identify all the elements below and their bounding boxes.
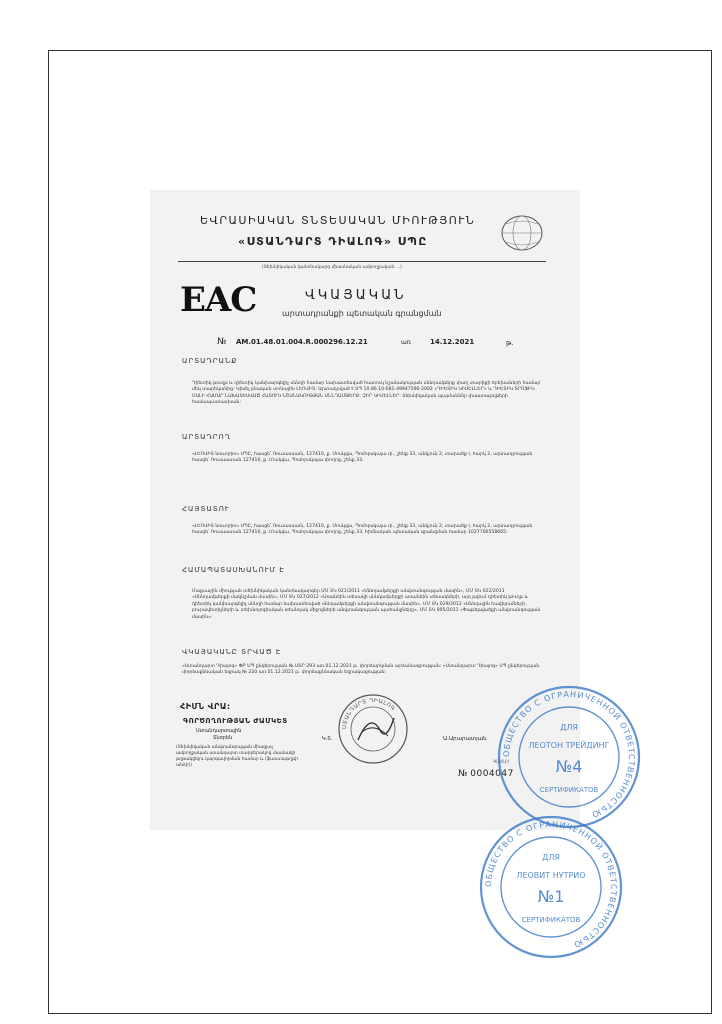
section-compliance-text: Մաքսային միության տեխնիկական կանոնակարգեր ՄՄ ՏԿ 021/2011 «Սննդամթերքի անվտանգության մասին», ՄՄ ՏԿ 022/2011 «Սննդամթերքի մակնշման մասին», ՄՄ ՏԿ 027/2012 «Առանձին տեսակի սննդամթերքի առանձին տեսակների, այդ թվում դիետիկ թուղթ և դիետիկ կանխարգելիչ սննդի համար նախատեսված սննդամթերքի անվտանգության մասին», ՄՄ ՏԿ 029/2012 «Սննդային հավելումների, բուրավետիչների և տեխնոլոգիական օժանդակ միջոցների անվտանգության պահանջները», ՄՄ ՏԿ 005/2011 «Փաթեթվածքի անվտանգության մասին»: <box>192 589 541 620</box>
org-title: ԵՎՐԱՍԻԱԿԱՆ ՏՆՏԵՍԱԿԱՆ ՄԻՈՒԹՅՈՒՆ <box>200 214 476 227</box>
section-product-text: Դիետիկ թուղթ և դիետիկ կանխարգելիչ սննդի համար նախատեսված հատուկ նշանակության սննդամթերք փաղ տարիքի երեխաների համար՝ մեկ տարեկանից: Կիսել բնական տոնային ԼԵՈՎԻՏ: Արտադրված է ՏՊ 10.86.10-081-49947596-2002 «ԴԻԵՏԻԿ ԿԻՍԵԼՆԵՐ» և ԴԻԵՏԻԿ ՏՐՈՖԻԿ ՄԱԼԻ ՀԱՄԱՐ ՆԱԽԱՏԵՍՎԱԾ ՀԱՏՈՒԿ ՆՇԱՆԱԿՈՒԹՅԱՆ ՍՆՆԴԱՄԹԵՐՔ: ԶԻՐ ԿԻՍԵԼՆԵՐ: Տեխնիկական պայմաններ փաստաթղթերի համապատասխան: <box>192 381 542 406</box>
number-label: № <box>217 337 227 347</box>
section-product-label: ԱՐՏԱԴՐԱՆՔ <box>182 357 238 365</box>
section-manufacturer-label: ԱՐՏԱԴՐՈՂ <box>182 433 232 441</box>
serial-number: № 0004047 <box>458 769 514 779</box>
section-applicant-label: ՀԱՅՏԱՏՈՒ <box>182 505 230 513</box>
form-code: ЖДКЦЧ <box>493 759 510 764</box>
org-note: (Տեխնիկական կանոնակարգ միասնական ամբողջական ...) <box>262 265 402 270</box>
official-seal-stamp <box>336 692 410 766</box>
org-name: «ՍՏԱՆԴԱՐՏ ԴԻԱԼՈԳ» ՍՊԸ <box>238 235 428 248</box>
signature-title: ԳՈՐԾՈՂՈՒԹՅԱՆ ԺԱՄԿԵՏ <box>183 717 288 725</box>
svg-text:СЕРТИФИКАТОВ: СЕРТИФИКАТОВ <box>521 916 581 924</box>
signature-subtitle: Ստանդարտային <box>196 728 242 734</box>
section-compliance-label: ՀԱՄԱՊԱՏԱՍԽԱՆՈՒՄ Է <box>182 566 285 574</box>
section-manufacturer-text: «ԼԵՈՎԻՏ նուտրիո» ՍՊԸ, հասցե՝ Ռուսաստան, 127410, ք. Մոսկվա, Պոմորսկայա փ., շենք 33, անկյուն 2, տարածք I, հարկ 2, արտադրության հասցե՝ Ռուսաստան 127410, ք. Մոսկվա, Պոմորսկայա փողոց, շենք 33. <box>192 452 533 464</box>
certificate-subtitle: արտադրանքի պետական գրանցման <box>282 309 442 318</box>
certificate-number: AM.01.48.01.004.R.000296.12.21 <box>236 338 368 346</box>
signer-name: Ա.Արարատյան <box>443 736 487 742</box>
globe-emblem-icon <box>498 210 546 254</box>
header-divider <box>178 261 546 262</box>
leoton-trading-stamp-icon <box>494 682 644 832</box>
date-label: առ <box>401 339 411 346</box>
svg-text:ՍՏԱՆԴԱՐՏ ԴԻԱԼՈԳ: ՍՏԱՆԴԱՐՏ ԴԻԱԼՈԳ <box>341 697 396 730</box>
signature-label: ՀԻՄՆ ՎՐԱ: <box>180 702 231 711</box>
seal-place-label: Կ.Տ. <box>322 736 333 742</box>
certificate-date: 14.12.2021 <box>430 338 475 346</box>
leovit-nutrio-stamp-icon <box>476 812 626 962</box>
signature-position: Տնօրեն <box>213 735 233 741</box>
svg-text:ДЛЯ: ДЛЯ <box>560 723 578 732</box>
svg-text:ЛЕОТОН ТРЕЙДИНГ: ЛЕОТОН ТРЕЙДИНГ <box>528 741 610 750</box>
svg-text:№4: №4 <box>555 757 583 776</box>
certificate-title: ՎԿԱՅԱԿԱՆ <box>305 288 407 303</box>
svg-text:СЕРТИФИКАТОВ: СЕРТИФИКАТОВ <box>539 786 599 794</box>
year-suffix: թ. <box>506 339 514 347</box>
section-issued-label: ՎԿԱՅԱԿԱՆԸ ՏՐՎԱԾ Է <box>182 648 282 656</box>
section-applicant-text: «ԼԵՈՎԻՏ նուտրիո» ՍՊԸ, հասցե՝ Ռուսաստան, 127410, ք. Մոսկվա, Պոմորսկայա փ., շենք 33, անկյուն 2, տարածք I, հարկ 2, արտադրության հասցե՝ Ռուսաստան 127410, ք. Մոսկվա, Պոմորսկայա փողոց, շենք 33, հիմնական պետական գրանցման համար 1027700558665: <box>192 524 533 536</box>
svg-text:ОБЩЕСТВО С ОГРАНИЧЕННОЙ ОТВЕТС: ОБЩЕСТВО С ОГРАНИЧЕННОЙ ОТВЕТСТВЕННОСТЬЮ <box>483 819 619 950</box>
signature-note: (Տեխնիկական անվտանգության միացյալ ամբողջական ստանդարտ տարբերակով մասնակի թղթակցելու կարգավորման համար և (ֆաստաթղթի անձի)) <box>176 745 298 768</box>
svg-text:ЛЕОВИТ НУТРИО: ЛЕОВИТ НУТРИО <box>516 871 586 880</box>
svg-text:ДЛЯ: ДЛЯ <box>542 853 560 862</box>
section-issued-text: «Ստանդարտ Դիալոգ» ՓԲ ՍՊ ընկերության № ՍՏՐ-293 առ 01.12.2021 թ. փորձարկման արձանագրության: «Ստանդարտ Դիալոգ» ՍՊ ընկերության փորձաքննական եզրակ № 220 առ 01.12.2021 թ. փորձաքննական եզրակացության: <box>182 664 540 676</box>
svg-text:№1: №1 <box>537 887 565 906</box>
svg-text:ОБЩЕСТВО С ОГРАНИЧЕННОЙ ОТВЕТС: ОБЩЕСТВО С ОГРАНИЧЕННОЙ ОТВЕТСТВЕННОСТЬЮ <box>501 689 637 820</box>
eac-mark: EAC <box>180 280 257 320</box>
